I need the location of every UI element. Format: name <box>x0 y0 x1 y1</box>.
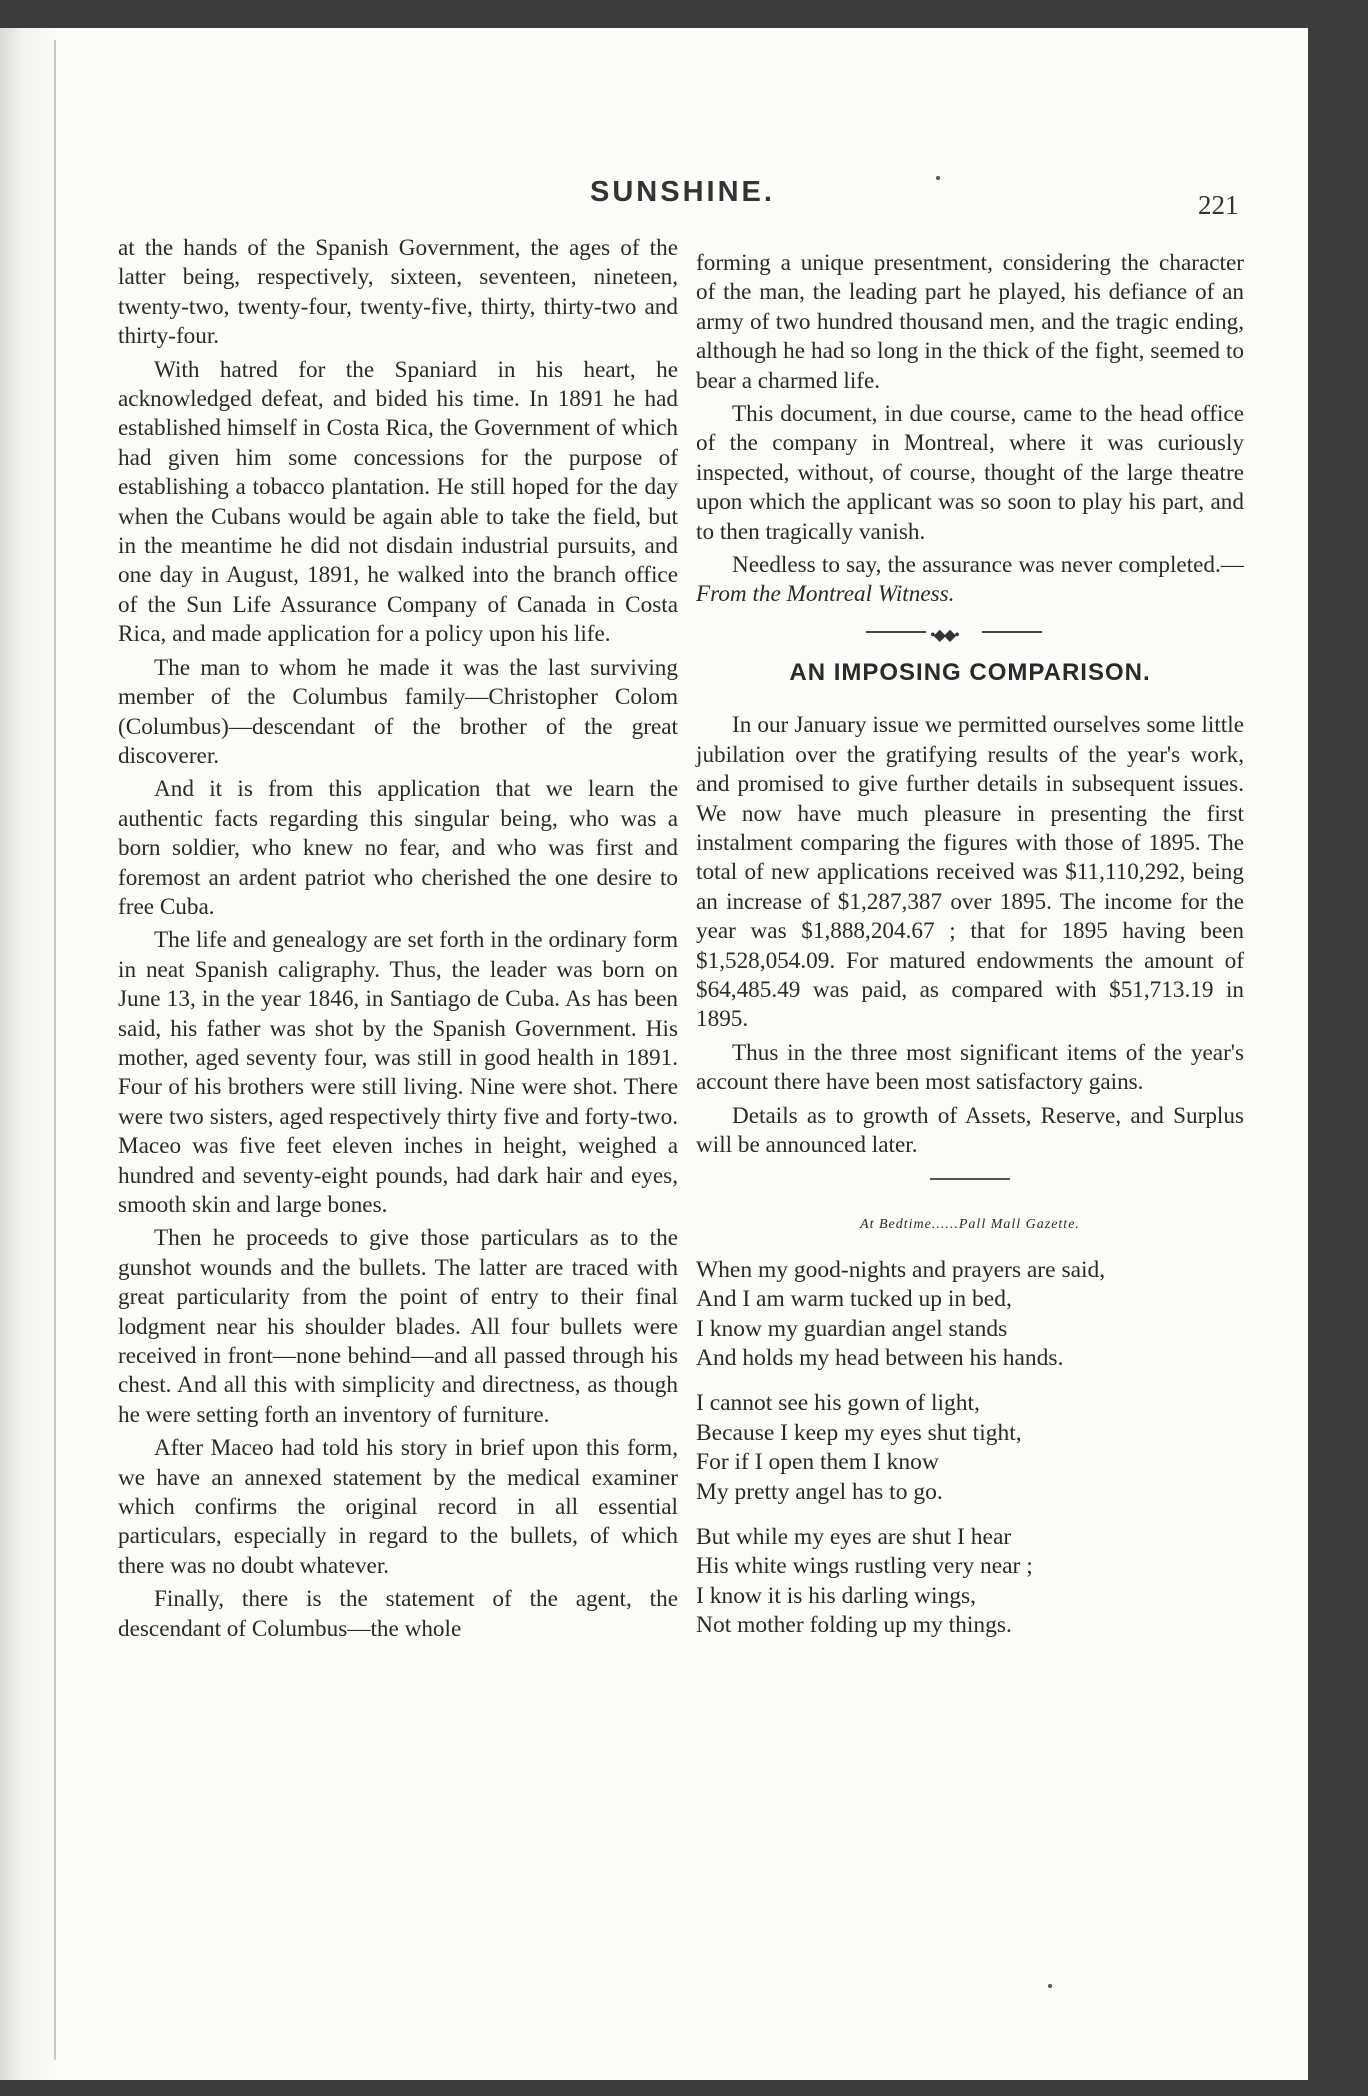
paragraph: Thus in the three most significant items of the year's account there have been most satisfactory gains. <box>696 1039 1244 1096</box>
poem-line: I know my guardian angel stands <box>696 1315 1008 1342</box>
paper-speck <box>936 176 940 180</box>
source-credit: From the Montreal Witness. <box>696 581 955 608</box>
paragraph: at the hands of the Spanish Government, the ages of the latter being, respectively, sixteen, seventeen, nineteen, twenty-two, twenty-four, twenty-five, thirty, thirty-two and thirty-four. <box>118 235 678 350</box>
poem-stanza <box>696 1523 1244 1641</box>
poem-divider <box>930 1178 1010 1180</box>
paragraph: In our January issue we permitted ourselves some little jubilation over the gratifying results of the year's work, and promised to give further details in subsequent issues. We now have much pleasure in presenting the first instalment comparing the figures with those of 1895. The total of new applications received was $11,110,292, being an increase of $1,287,387 over 1895. The income for the year was $1,888,204.67 ; that for 1895 having been $1,528,054.09. For matured endowments the amount of $64,485.49 was paid, as compared with $51,713.19 in 1895. <box>696 712 1244 1033</box>
poem-line: Not mother folding up my things. <box>696 1612 1012 1639</box>
paragraph: And it is from this application that we learn the authentic facts regarding this singular being, who was a born soldier, who knew no fear, and who was first and foremost an ardent patriot who cherished the one desire to free Cuba. <box>118 776 678 920</box>
poem-attribution: At Bedtime......Pall Mall Gazette. <box>860 1217 1080 1233</box>
poem-line: I cannot see his gown of light, <box>696 1390 980 1417</box>
section-divider <box>696 620 1244 644</box>
poem-line: And I am warm tucked up in bed, <box>696 1286 1012 1313</box>
divider-rule <box>866 631 926 633</box>
poem-line: His white wings rustling very near ; <box>696 1553 1033 1580</box>
poem-line: When my good-nights and prayers are said, <box>696 1256 1106 1283</box>
paragraph: This document, in due course, came to the head office of the company in Montreal, where it was curiously inspected, without, of course, thought of the large theatre upon which the applicant was so soon to play his part, and to then tragically vanish. <box>696 401 1244 545</box>
closing-text: Needless to say, the assurance was never completed.— <box>732 552 1244 579</box>
paper-speck <box>1048 1984 1052 1988</box>
right-column <box>696 249 1244 1657</box>
divider-ornament: •◆◆• <box>930 626 958 644</box>
poem-stanza <box>696 1256 1244 1374</box>
divider-rule <box>982 631 1042 633</box>
paragraph: The life and genealogy are set forth in the ordinary form in neat Spanish caligraphy. Thus, the leader was born on June 13, in the year 1846, in Santiago de Cuba. As has been said, his father was shot by the Spanish Government. His mother, aged seventy four, was still in good health in 1891. Four of his brothers were still living. Nine were shot. There were two sisters, aged respectively thirty five and forty-two. Maceo was five feet eleven inches in height, weighed a hundred and seventy-eight pounds, had dark hair and eyes, smooth skin and large bones. <box>118 927 678 1218</box>
poem-line: But while my eyes are shut I hear <box>696 1524 1012 1551</box>
paragraph: The man to whom he made it was the last surviving member of the Columbus family—Christopher Colom (Columbus)—descendant of the brother of the great discoverer. <box>118 654 678 769</box>
paragraph: forming a unique presentment, considering the character of the man, the leading part he played, his defiance of an army of two hundred thousand men, and the tragic ending, although he had so long in the thick of the fight, seemed to bear a charmed life. <box>696 250 1244 394</box>
poem-line: For if I open them I know <box>696 1449 939 1476</box>
paragraph: Details as to growth of Assets, Reserve, and Surplus will be announced later. <box>696 1102 1244 1158</box>
page-gutter <box>0 28 58 2080</box>
paragraph: After Maceo had told his story in brief upon this form, we have an annexed statement by the medical examiner which confirms the original record in all essential particulars, especially in regard to the bullets, of which there was no doubt whatever. <box>118 1435 678 1579</box>
paragraph: Finally, there is the statement of the agent, the descendant of Columbus—the whole <box>118 1586 678 1642</box>
closing-paragraph <box>696 551 1244 610</box>
fold-line <box>54 40 56 2060</box>
poem-stanza <box>696 1389 1244 1507</box>
poem-line: Because I keep my eyes shut tight, <box>696 1419 1022 1446</box>
poem-line: And holds my head between his hands. <box>696 1345 1064 1371</box>
running-title: SUNSHINE. <box>590 176 775 208</box>
page-number: 221 <box>1198 190 1239 220</box>
section-heading: AN IMPOSING COMPARISON. <box>789 658 1151 686</box>
paragraph: With hatred for the Spaniard in his heart, he acknowledged defeat, and bided his time. In 1891 he had established himself in Costa Rica, the Government of which had given him some concessions for the purpose of establishing a tobacco plantation. He still hoped for the day when the Cubans would be again able to take the field, but in the meantime he did not disdain industrial pursuits, and one day in August, 1891, he walked into the branch office of the Sun Life Assurance Company of Canada in Costa Rica, and made application for a policy upon his life. <box>118 356 678 648</box>
paragraph: Then he proceeds to give those particulars as to the gunshot wounds and the bullets. The latter are traced with great particularity from the point of entry to their final lodgment near his shoulder blades. All four bullets were received in front—none behind—and all passed through his chest. And all this with simplicity and directness, as though he were setting forth an inventory of furniture. <box>118 1225 678 1428</box>
poem-line: I know it is his darling wings, <box>696 1582 977 1609</box>
left-column <box>118 234 678 1648</box>
poem-line: My pretty angel has to go. <box>696 1478 943 1505</box>
